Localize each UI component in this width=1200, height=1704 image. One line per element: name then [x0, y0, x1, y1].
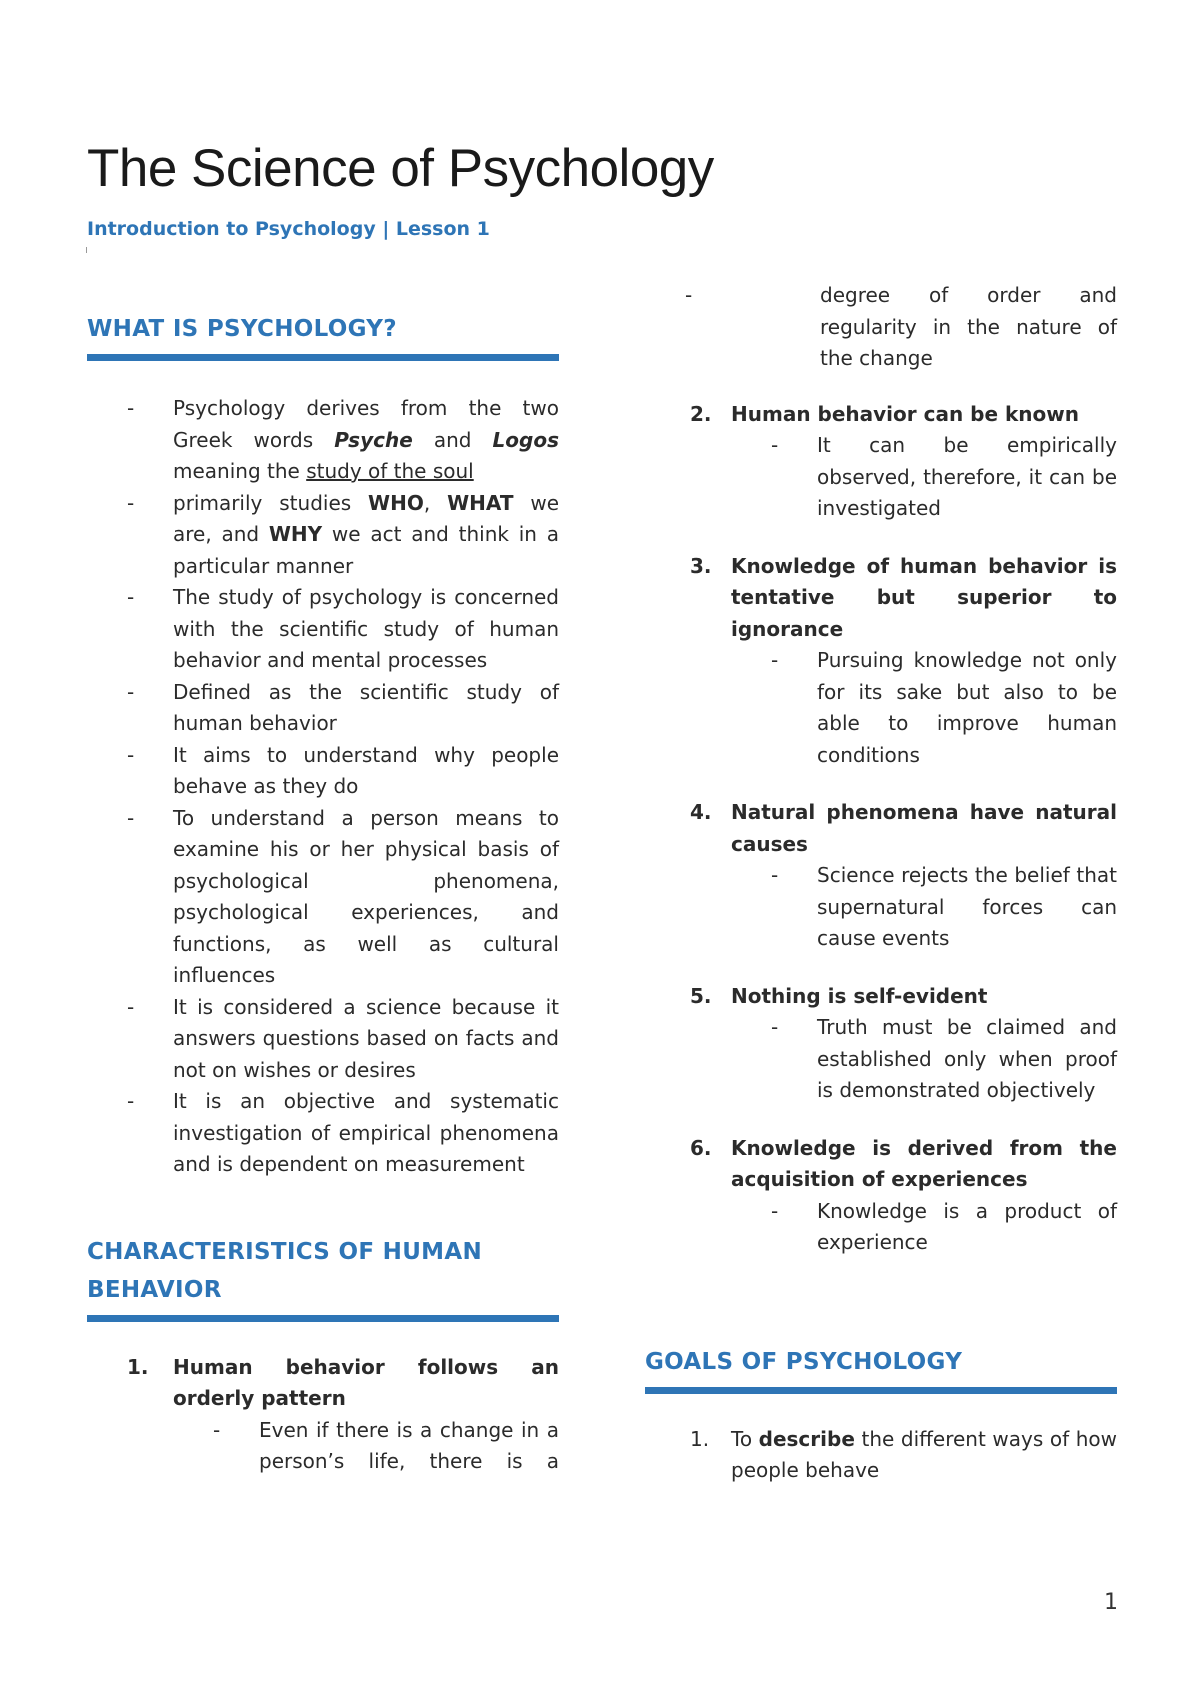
item-title: Knowledge is derived from the acquisition of experiences [731, 1135, 1117, 1191]
sub-item: - Truth must be claimed and established only when proof is demonstrated objectively [731, 1012, 1117, 1107]
item-number: 1. [690, 1426, 710, 1451]
list-item [645, 797, 1117, 955]
item-number: 4. [690, 800, 712, 824]
list-item [645, 551, 1117, 772]
list-item: - The study of psychology is concerned with the scientific study of human behavior and mental processes [87, 582, 559, 677]
document-subtitle: Introduction to Psychology | Lesson 1 [87, 218, 490, 240]
list-item [87, 393, 559, 488]
what-is-psychology-list [87, 393, 559, 1181]
sub-list [731, 645, 1117, 771]
text: degree of order and regularity in the nature of the change [820, 283, 1117, 370]
item-number: 6. [690, 1135, 712, 1160]
sub-list [731, 860, 1117, 955]
text: , [423, 490, 448, 515]
item-title: Human behavior can be known [731, 401, 1079, 426]
item-title: Nothing is self-evident [731, 983, 988, 1008]
underlined-phrase: study of the soul [306, 459, 474, 483]
sub-item-continued [645, 280, 1117, 375]
item-title: Knowledge of human behavior is tentative but superior to ignorance [731, 553, 1117, 641]
list-item: - It is an objective and systematic investigation of empirical phenomena and is dependent on measurement [87, 1086, 559, 1181]
list-item [645, 1424, 1117, 1487]
term-logos: Logos [492, 427, 559, 452]
characteristics-list [87, 1352, 559, 1478]
list-item: - Defined as the scientific study of human behavior [87, 677, 559, 740]
sub-item: - Science rejects the belief that supernatural forces can cause events [731, 860, 1117, 955]
right-column [645, 280, 1117, 1487]
document-title: The Science of Psychology [87, 139, 714, 198]
term-what: WHAT [447, 490, 514, 515]
term-why: WHY [268, 522, 323, 546]
characteristics-list-continued [645, 280, 1117, 1259]
item-number: 1. [127, 1354, 149, 1379]
section-heading-what-is-psychology: WHAT IS PSYCHOLOGY? [87, 310, 559, 361]
term-describe: describe [758, 1426, 855, 1451]
list-item: - It is considered a science because it answers questions based on facts and not on wishes or desires [87, 992, 559, 1087]
sub-item: - Even if there is a change in a person’s life, there is a [173, 1415, 559, 1478]
heading-line: CHARACTERISTICS OF HUMAN [87, 1238, 483, 1265]
section-heading-characteristics [87, 1233, 559, 1322]
list-item [87, 488, 559, 583]
item-title: Natural phenomena have natural causes [731, 800, 1117, 856]
list-item: - To understand a person means to examine his or her physical basis of psychological phenomena, psychological experiences, and functions, as well as cultural influences [87, 803, 559, 992]
item-title: Human behavior follows an orderly pattern [173, 1354, 559, 1410]
list-item [87, 1352, 559, 1478]
list-item: - It aims to understand why people behave as they do [87, 740, 559, 803]
sub-item: - It can be empirically observed, therefore, it can be investigated [731, 430, 1117, 525]
text: the different ways of how people behave [731, 1426, 1117, 1482]
sub-list [731, 1012, 1117, 1107]
term-who: WHO [368, 490, 424, 515]
text: meaning the [173, 459, 307, 483]
goals-list [645, 1424, 1117, 1487]
list-item [645, 981, 1117, 1107]
sub-item: - Knowledge is a product of experience [731, 1196, 1117, 1259]
list-item [645, 1133, 1117, 1259]
sub-list [731, 1196, 1117, 1259]
text: Psychology derives from the two Greek words [173, 396, 559, 452]
page-number: 1 [1104, 1590, 1118, 1615]
sub-list [173, 1415, 559, 1478]
sub-item: - Pursuing knowledge not only for its sake but also to be able to improve human conditions [731, 645, 1117, 771]
item-number: 5. [690, 983, 712, 1008]
text: To [731, 1426, 759, 1451]
heading-line: BEHAVIOR [87, 1276, 222, 1303]
sub-list [731, 430, 1117, 525]
list-item-continued [645, 280, 1117, 375]
list-item [645, 399, 1117, 525]
cursor-tick [86, 247, 87, 253]
term-psyche: Psyche [334, 427, 413, 452]
text: we are, and [173, 490, 559, 546]
text: we act and think in a particular manner [173, 522, 559, 578]
section-heading-goals: GOALS OF PSYCHOLOGY [645, 1343, 1117, 1394]
text: and [412, 427, 493, 452]
sub-list [645, 280, 1117, 375]
item-number: 2. [690, 401, 712, 426]
text: primarily studies [173, 490, 369, 515]
item-number: 3. [690, 553, 712, 578]
left-column [87, 310, 559, 1478]
